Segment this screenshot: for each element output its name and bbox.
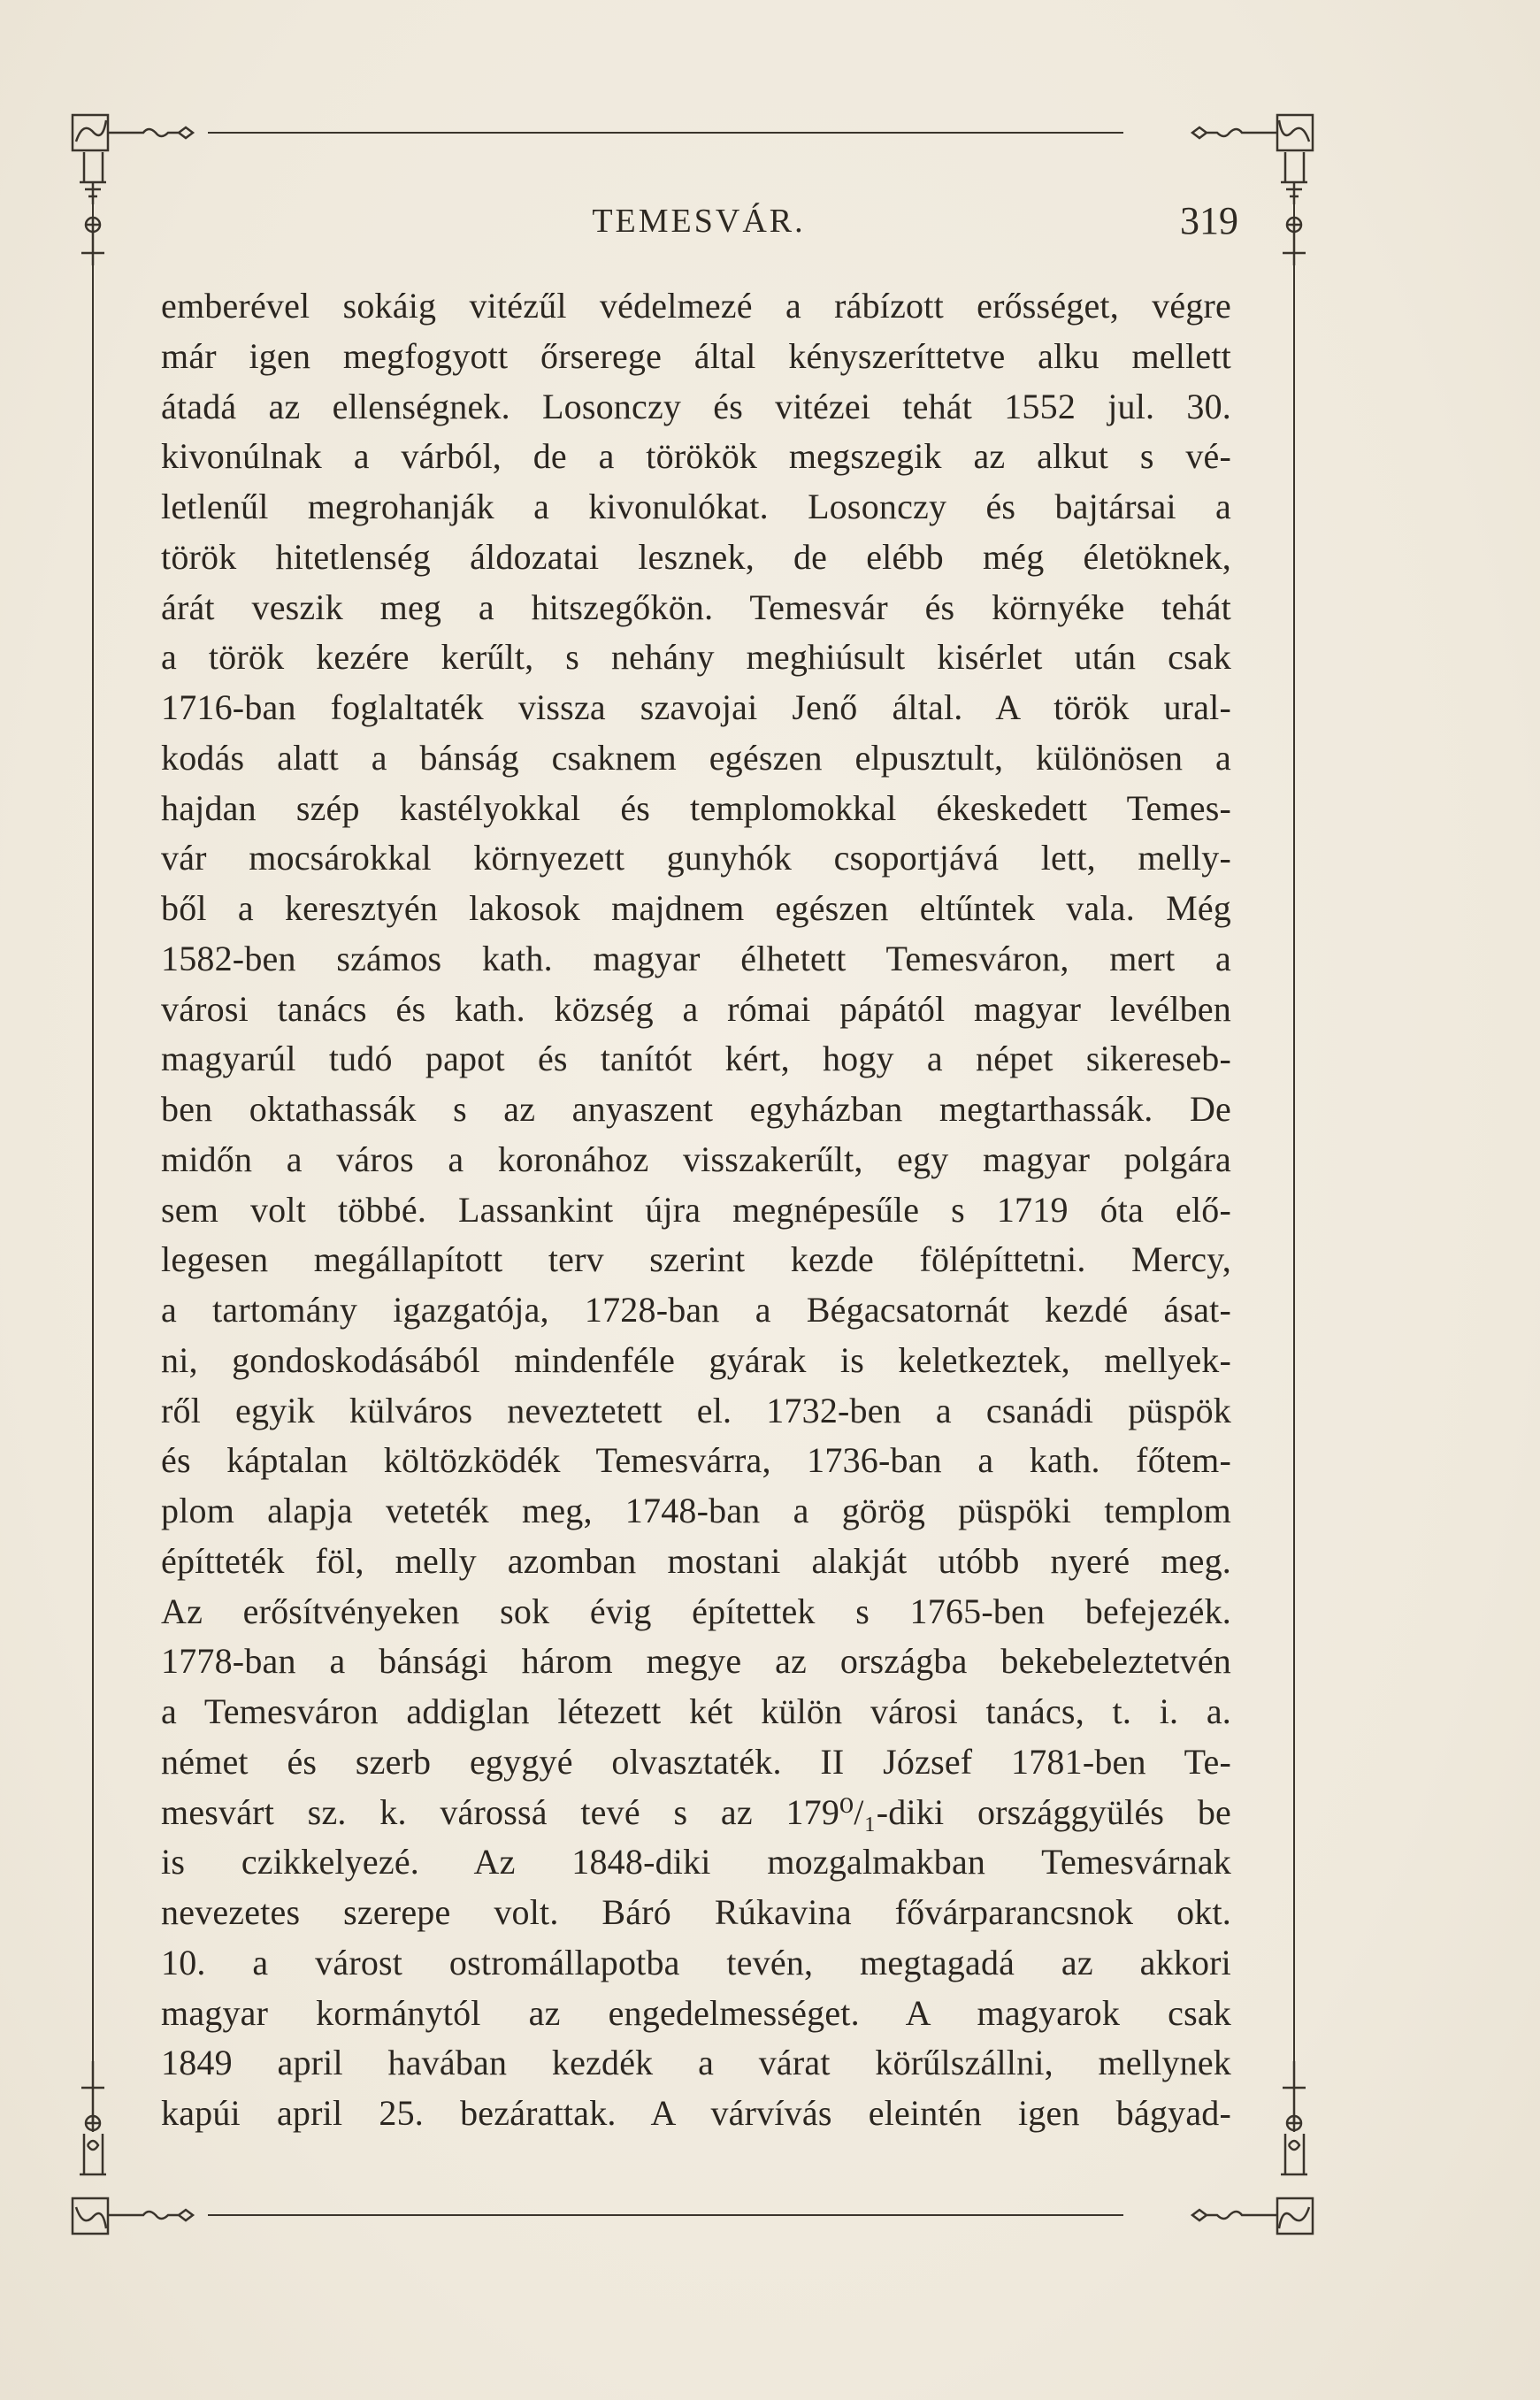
text-line: vár mocsárokkal környezett gunyhók csoportjává lett, melly- (161, 838, 1231, 878)
text-line: kodás alatt a bánság csaknem egészen elpusztult, különösen a (161, 737, 1231, 778)
text-line: átadá az ellenségnek. Losonczy és vitézei tehát 1552 jul. 30. (161, 386, 1231, 426)
text-line: török hitetlenség áldozatai lesznek, de elébb még életöknek, (161, 536, 1231, 577)
text-line: letlenűl megrohanják a kivonulókat. Losonczy és bajtársai a (161, 487, 1231, 526)
text-line: Az erősítvényeken sok évig építettek s 1765-ben befejezék. (161, 1591, 1231, 1631)
text-line: ben oktathassák s az anyaszent egyházban megtarthassák. De (161, 1089, 1231, 1129)
text-line: 1849 april havában kezdék a várat körűlszállni, mellynek (161, 2043, 1231, 2083)
text-line: városi tanács és kath. község a római pápától magyar levélben (161, 988, 1231, 1029)
text-line: a tartomány igazgatója, 1728-ban a Bégacsatornát kezdé ásat- (161, 1290, 1231, 1330)
text-line: a török kezére kerűlt, s nehány meghiúsult kisérlet után csak (161, 637, 1231, 678)
text-line: 1582-ben számos kath. magyar élhetett Temesváron, mert a (161, 938, 1231, 978)
text-line: kivonúlnak a várból, de a törökök megszegik az alkut s vé- (161, 436, 1231, 477)
text-line: magyarúl tudó papot és tanítót kért, hogy a népet sikereseb- (161, 1039, 1231, 1079)
page-number: 319 (1180, 199, 1238, 242)
text-line: a Temesváron addiglan létezett két külön városi tanács, t. i. a. (161, 1691, 1231, 1731)
text-line: plom alapja veteték meg, 1748-ban a görög püspöki templom (161, 1491, 1231, 1530)
text-line: sem volt többé. Lassankint újra megnépesűle s 1719 óta elő- (161, 1189, 1231, 1230)
text-line: 1716-ban foglaltaték vissza szavojai Jenő által. A török ural- (161, 687, 1231, 727)
text-line: 10. a várost ostromállapotba tevén, megtagadá az akkori (161, 1942, 1231, 1982)
text-line: mesvárt sz. k. várossá tevé s az 179⁰/₁-diki országgyülés be (161, 1791, 1231, 1832)
text-line: magyar kormánytól az engedelmességet. A magyarok csak (161, 1992, 1231, 2033)
text-line: hajdan szép kastélyokkal és templomokkal ékeskedett Temes- (161, 787, 1231, 828)
text-line: is czikkelyezé. Az 1848-diki mozgalmakban Temesvárnak (161, 1842, 1231, 1882)
text-line: építteték föl, melly azomban mostani alakját utóbb nyeré meg. (161, 1540, 1231, 1581)
text-line: már igen megfogyott őrserege által kényszeríttetve alku mellett (161, 335, 1231, 376)
body-text (161, 281, 1231, 2139)
text-line: ről egyik külváros neveztetett el. 1732-ben a csanádi püspök (161, 1390, 1231, 1430)
text-line: emberével sokáig vitézűl védelmezé a rábízott erősséget, végre (161, 286, 1231, 326)
text-line: legesen megállapított terv szerint kezde fölépíttetni. Mercy, (161, 1239, 1231, 1280)
text-line: és káptalan költözködék Temesvárra, 1736-ban a kath. főtem- (161, 1440, 1231, 1481)
text-line: ből a keresztyén lakosok majdnem egészen eltűntek vala. Még (161, 888, 1231, 928)
text-line: 1778-ban a bánsági három megye az országba bekebeleztetvén (161, 1641, 1231, 1682)
page-header (159, 199, 1238, 255)
text-line: midőn a város a koronához visszakerűlt, egy magyar polgára (161, 1139, 1231, 1179)
text-line: árát veszik meg a hitszegőkön. Temesvár és környéke tehát (161, 587, 1231, 627)
text-line: nevezetes szerepe volt. Báró Rúkavina fővárparancsnok okt. (161, 1892, 1231, 1932)
text-line: német és szerb egygyé olvasztaték. II József 1781-ben Te- (161, 1741, 1231, 1782)
text-line: kapúi april 25. bezárattak. A várvívás eleintén igen bágyad- (161, 2093, 1231, 2133)
running-title: TEMESVÁR. (592, 203, 806, 240)
text-line: ni, gondoskodásából mindenféle gyárak is keletkeztek, mellyek- (161, 1339, 1231, 1380)
